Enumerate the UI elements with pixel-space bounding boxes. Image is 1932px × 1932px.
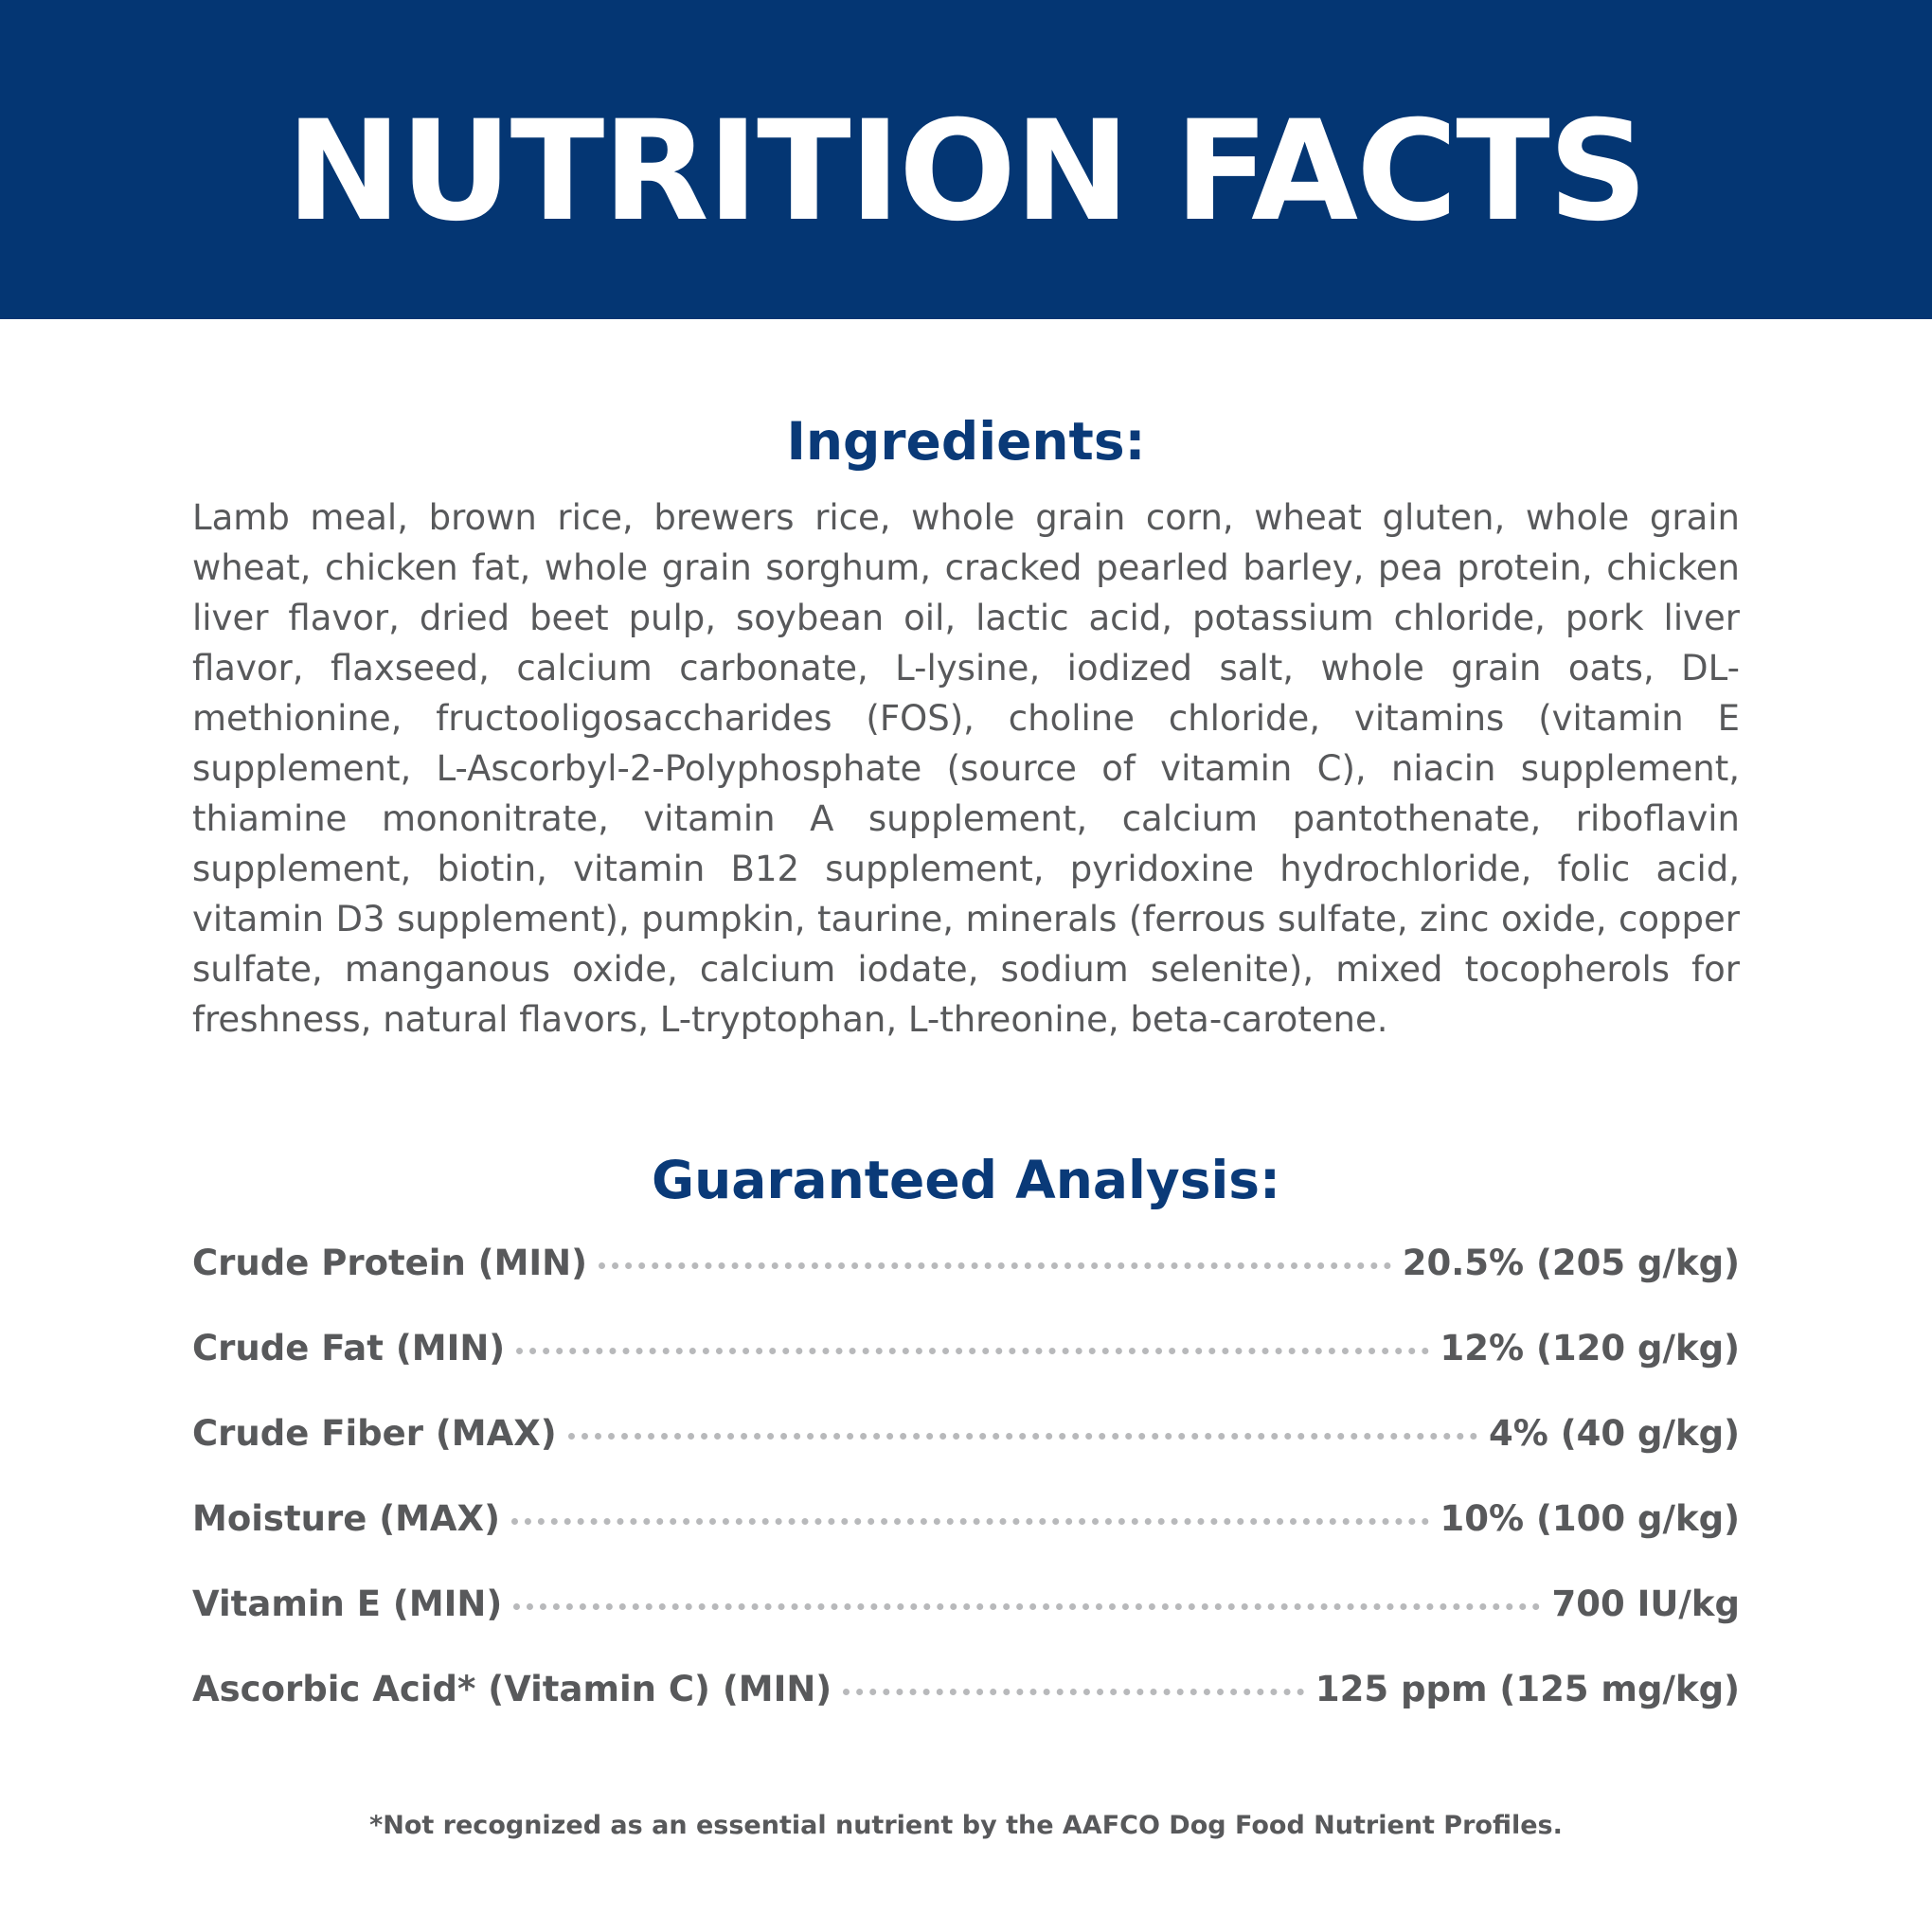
- analysis-row-crude-fat: [192, 1325, 1740, 1410]
- analysis-row-moisture: [192, 1495, 1740, 1581]
- leader-dots: [516, 1348, 1428, 1354]
- footnote: *Not recognized as an essential nutrient by the AAFCO Dog Food Nutrient Profiles.: [369, 1811, 1563, 1840]
- analysis-row-crude-fiber: [192, 1410, 1740, 1495]
- leader-dots: [511, 1518, 1429, 1525]
- analysis-row-ascorbic-acid: [192, 1666, 1740, 1751]
- leader-dots: [843, 1689, 1304, 1695]
- guaranteed-analysis-list: [192, 1240, 1740, 1751]
- analysis-value: 20.5% (205 g/kg): [1402, 1243, 1740, 1283]
- analysis-label: Ascorbic Acid* (Vitamin C) (MIN): [192, 1669, 832, 1709]
- analysis-value: 10% (100 g/kg): [1440, 1498, 1740, 1539]
- header-banner: [0, 0, 1932, 319]
- analysis-value: 125 ppm (125 mg/kg): [1315, 1669, 1740, 1709]
- analysis-value: 4% (40 g/kg): [1489, 1413, 1740, 1454]
- guaranteed-analysis-heading: Guaranteed Analysis:: [651, 1150, 1281, 1210]
- analysis-row-crude-protein: [192, 1240, 1740, 1325]
- leader-dots: [599, 1262, 1391, 1269]
- page-title: NUTRITION FACTS: [286, 91, 1646, 252]
- leader-dots: [513, 1603, 1540, 1610]
- analysis-value: 700 IU/kg: [1551, 1583, 1740, 1624]
- analysis-label: Vitamin E (MIN): [192, 1583, 503, 1624]
- ingredients-text: Lamb meal, brown rice, brewers rice, whole grain corn, wheat gluten, whole grain wheat, chicken fat, whole grain sorghum, cracked pearled barley, pea protein, chicken liver flavor, dried beet pulp, soybean oil, lactic acid, potassium chloride, pork liver flavor, flaxseed, calcium carbonate, L-lysine, iodized salt, whole grain oats, DL-methionine, fructooligosaccharides (FOS), choline chloride, vitamins (vitamin E supplement, L-Ascorbyl-2-Polyphosphate (source of vitamin C), niacin supplement, thiamine mononitrate, vitamin A supplement, calcium pantothenate, riboflavin supplement, biotin, vitamin B12 supplement, pyridoxine hydrochloride, folic acid, vitamin D3 supplement), pumpkin, taurine, minerals (ferrous sulfate, zinc oxide, copper sulfate, manganous oxide, calcium iodate, sodium selenite), mixed tocopherols for freshness, natural flavors, L-tryptophan, L-threonine, beta-carotene.: [192, 497, 1740, 1040]
- analysis-value: 12% (120 g/kg): [1440, 1328, 1740, 1368]
- leader-dots: [568, 1433, 1477, 1440]
- analysis-label: Crude Fiber (MAX): [192, 1413, 557, 1454]
- analysis-label: Crude Fat (MIN): [192, 1328, 506, 1368]
- analysis-label: Crude Protein (MIN): [192, 1243, 588, 1283]
- analysis-label: Moisture (MAX): [192, 1498, 500, 1539]
- analysis-row-vitamin-e: [192, 1581, 1740, 1666]
- ingredients-heading: Ingredients:: [786, 411, 1146, 472]
